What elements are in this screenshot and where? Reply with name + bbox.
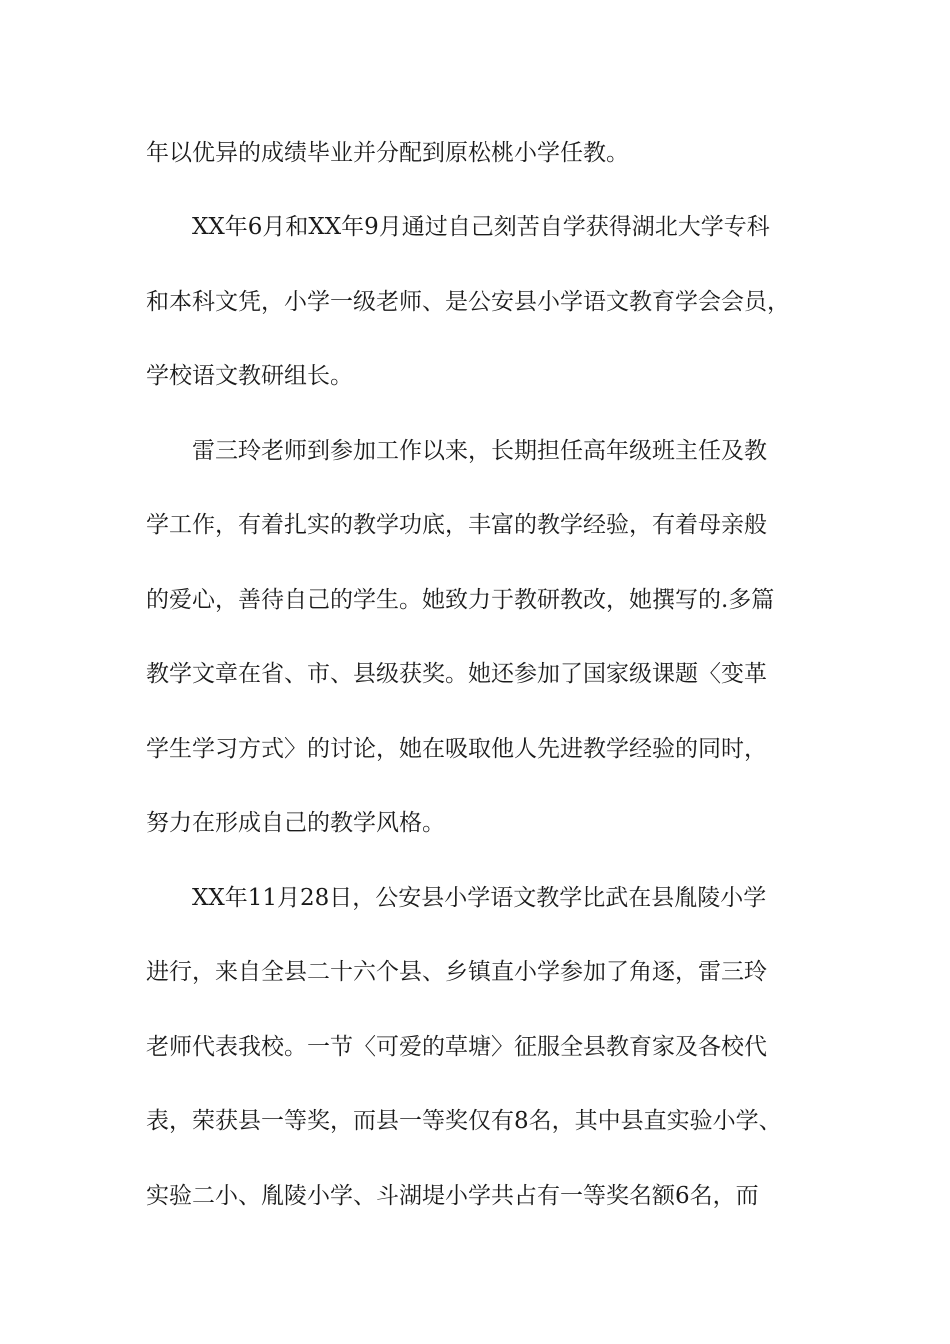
text-line: 努力在形成自己的教学风格。 [146,810,445,836]
paragraph-first-line: XX年6月和XX年9月通过自己刻苦自学获得湖北大学专科 [192,214,770,240]
text-line: 和本科文凭，小学一级老师、是公安县小学语文教育学会会员， [146,289,790,315]
text-line: 实验二小、胤陵小学、斗湖堤小学共占有一等奖名额6名，而 [146,1183,759,1209]
paragraph-first-line: XX年11月28日，公安县小学语文教学比武在县胤陵小学 [192,885,767,911]
text-line: 老师代表我校。一节〈可爱的草塘〉征服全县教育家及各校代 [146,1034,767,1060]
text-line: 表，荣获县一等奖，而县一等奖仅有8名，其中县直实验小学、 [146,1108,782,1134]
text-line: 教学文章在省、市、县级获奖。她还参加了国家级课题〈变革 [146,661,767,687]
text-line: 学工作，有着扎实的教学功底，丰富的教学经验，有着母亲般 [146,512,767,538]
text-line: 进行，来自全县二十六个县、乡镇直小学参加了角逐，雷三玲 [146,959,767,985]
text-line: 年以优异的成绩毕业并分配到原松桃小学任教。 [146,140,629,166]
text-line: 的爱心，善待自己的学生。她致力于教研教改，她撰写的.多篇 [146,587,775,613]
text-line: 学校语文教研组长。 [146,363,353,389]
paragraph-first-line: 雷三玲老师到参加工作以来，长期担任高年级班主任及教 [192,438,767,464]
text-line: 学生学习方式〉的讨论，她在吸取他人先进教学经验的同时， [146,736,767,762]
